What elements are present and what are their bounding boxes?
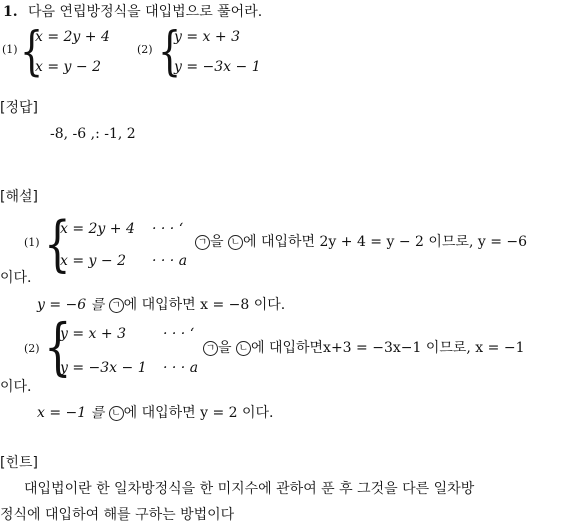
text-fragment: x = −1 를	[37, 405, 105, 421]
explanation-1-label: (1)	[24, 236, 40, 249]
problem-1-eq2: x = y − 2	[35, 59, 101, 75]
circled-a: ㄱ	[203, 341, 218, 356]
text-fragment: 에 대입하면 y = 2 이다.	[123, 405, 274, 421]
problem-instruction: 다음 연립방정식을 대입법으로 풀어라.	[28, 4, 263, 20]
explanation-1-sentence	[195, 235, 527, 250]
circled-b: ㄴ	[236, 341, 251, 356]
explanation-2-eq1: y = x + 3	[60, 326, 126, 342]
circled-a: ㄱ	[109, 298, 124, 313]
answer-header: [정답]	[0, 100, 38, 116]
brace-left: {	[44, 209, 71, 279]
problem-2-label: (2)	[137, 43, 153, 56]
explanation-1-eq1: x = 2y + 4	[60, 221, 135, 237]
explanation-2-line2	[37, 406, 274, 421]
text-fragment: 에 대입하면 x = −8 이다.	[123, 297, 286, 313]
explanation-1-eq2-tag: · · · a	[152, 253, 188, 269]
explanation-2-eq2: y = −3x − 1	[60, 360, 147, 376]
explanation-2-eq2-tag: · · · a	[163, 360, 199, 376]
explanation-1-line2	[37, 298, 285, 313]
hint-header: [힌트]	[0, 455, 38, 471]
text-fragment: 을	[218, 340, 232, 356]
answer-text: -8, -6 ,: -1, 2	[50, 126, 136, 142]
circled-a: ㄱ	[195, 235, 210, 250]
brace-left: {	[20, 22, 44, 82]
problem-2-eq1: y = x + 3	[174, 29, 240, 45]
brace-left: {	[158, 22, 182, 82]
text-fragment: y = −6 를	[37, 297, 105, 313]
problem-1-eq1: x = 2y + 4	[35, 29, 110, 45]
brace-left: {	[44, 310, 72, 383]
text-fragment: 에 대입하면x+3 = −3x−1 이므로, x = −1	[250, 340, 525, 356]
text-fragment: 에 대입하면 2y + 4 = y − 2 이므로, y = −6	[242, 234, 528, 250]
text-fragment: 을	[210, 234, 224, 250]
explanation-2-eq1-tag: · · · ‘	[163, 326, 195, 342]
problem-number: 1.	[3, 4, 18, 20]
hint-line-1: 대입법이란 한 일차방정식을 한 미지수에 관하여 푼 후 그것을 다른 일차방	[24, 481, 475, 497]
explanation-1-eq2: x = y − 2	[60, 253, 126, 269]
explanation-2-label: (2)	[24, 342, 40, 355]
explanation-2-continuation: 이다.	[0, 379, 32, 395]
circled-b: ㄴ	[228, 235, 243, 250]
explanation-1-continuation: 이다.	[0, 270, 32, 286]
explanation-2-sentence	[203, 341, 524, 356]
explanation-1-eq1-tag: · · · ‘	[152, 221, 184, 237]
circled-b: ㄴ	[109, 406, 124, 421]
problem-2-eq2: y = −3x − 1	[174, 59, 261, 75]
problem-1-label: (1)	[2, 43, 18, 56]
hint-line-2: 정식에 대입하여 해를 구하는 방법이다	[0, 507, 235, 523]
explanation-header: [해설]	[0, 189, 38, 205]
